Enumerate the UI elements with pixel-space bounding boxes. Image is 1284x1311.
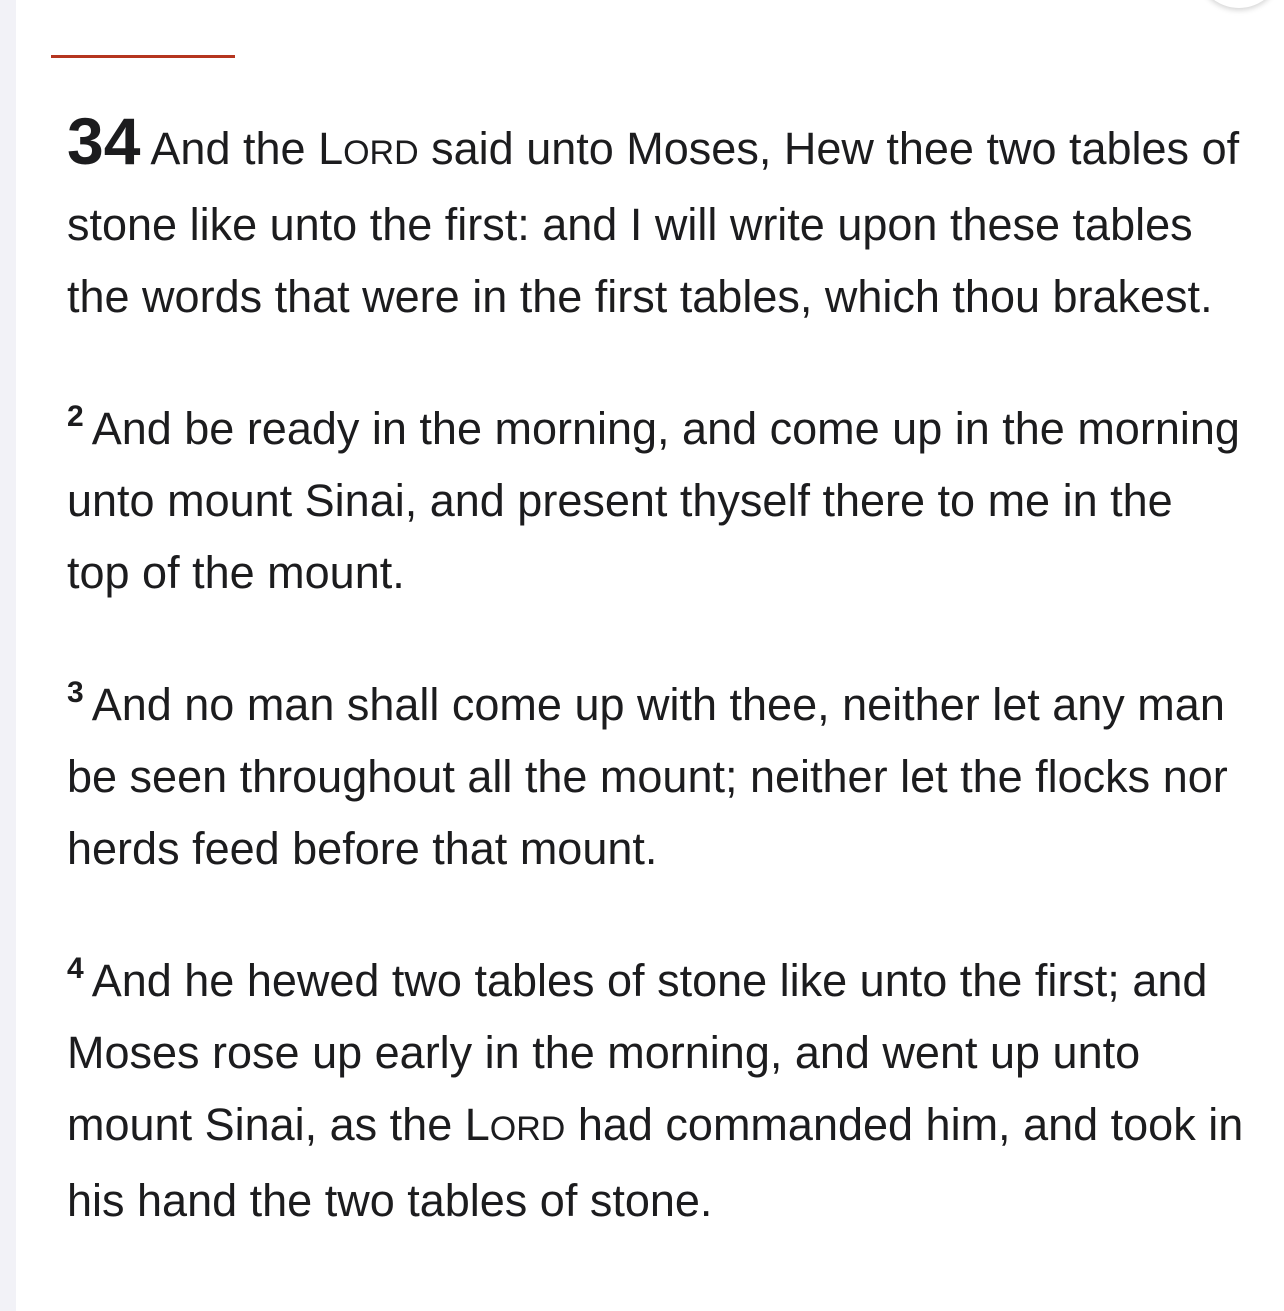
verse-number: 4: [67, 952, 84, 985]
verse-text: And the: [150, 123, 319, 174]
accent-rule: [51, 55, 235, 58]
verse-number: 2: [67, 400, 84, 433]
verse-text: And no man shall come up with thee, neither let any man be seen throughout all the mount; neither let the flocks nor herds feed before that mount.: [67, 679, 1228, 874]
chapter-text: [67, 104, 1247, 1285]
verse-text: said unto Moses, Hew thee two tables of stone like unto the first: and I will write upon these tables the words that were in the first tables, which thou brakest.: [67, 123, 1240, 322]
lord-initial: L: [318, 123, 344, 174]
verse-text: had commanded him, and took in his hand the two tables of stone.: [67, 1099, 1244, 1226]
top-panel: [16, 0, 1284, 58]
chapter-number: 34: [67, 104, 141, 178]
lord-initial: L: [464, 1099, 490, 1150]
verse-text: And he hewed two tables of stone like unto the first; and Moses rose up early in the morning, and went up unto mount Sinai, as the: [67, 955, 1208, 1150]
verse-3[interactable]: [67, 657, 1247, 885]
lord-rest: ORD: [343, 134, 419, 172]
verse-number: 3: [67, 676, 84, 709]
top-bar: [0, 0, 1284, 58]
verse-text: And be ready in the morning, and come up in the morning unto mount Sinai, and present thyself there to me in the top of the mount.: [67, 403, 1240, 598]
lord-rest: ORD: [489, 1110, 566, 1148]
verse-2[interactable]: [67, 381, 1247, 609]
verse-4[interactable]: [67, 933, 1247, 1237]
verse-1[interactable]: [67, 104, 1247, 333]
